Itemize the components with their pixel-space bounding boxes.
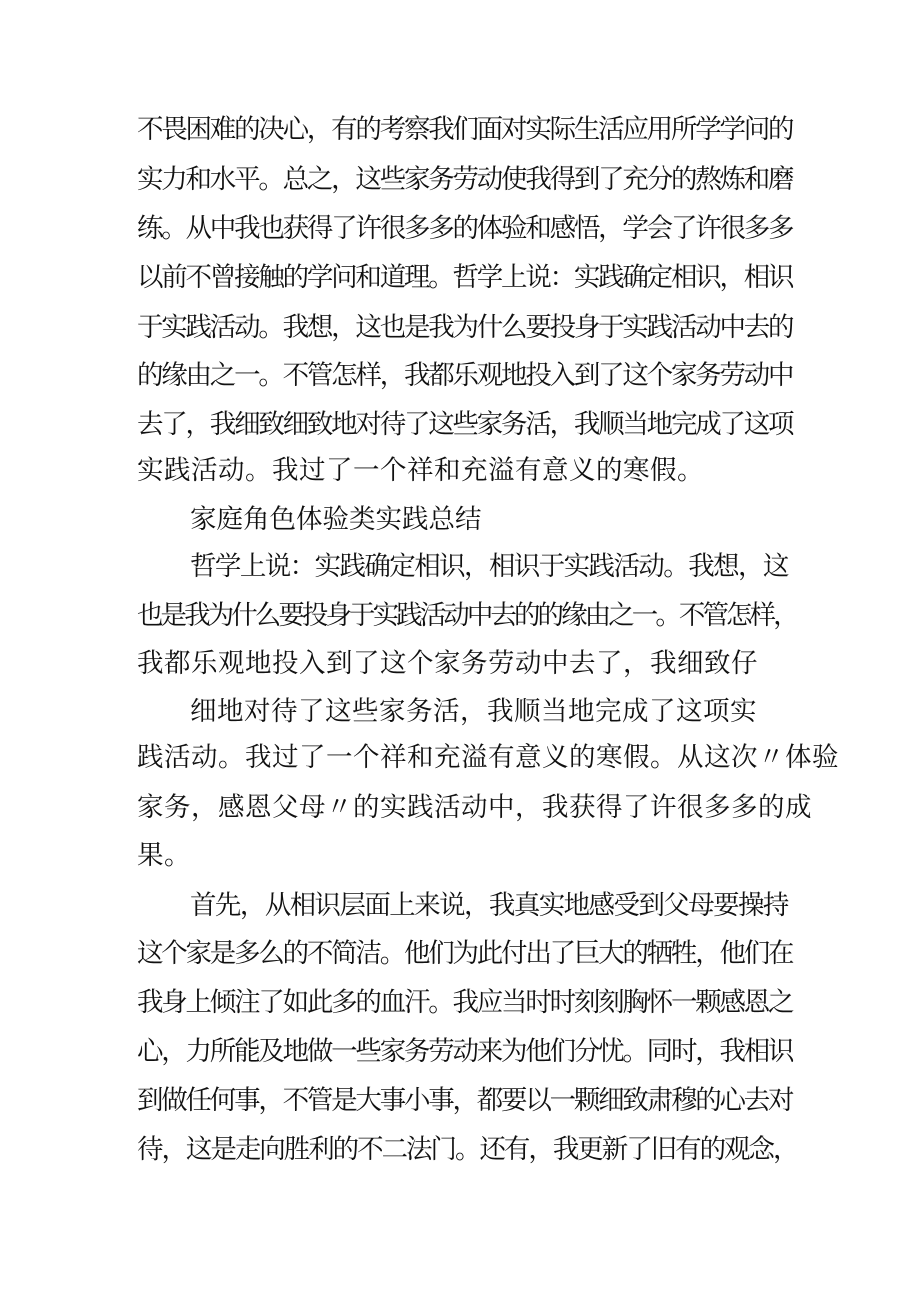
text-line: 也是我为什么要投身于实践活动中去的的缘由之一。不管怎样， <box>137 600 797 631</box>
text-line: 待，这是走向胜利的不二法门。还有，我更新了旧有的观念， <box>137 1134 798 1165</box>
text-line: 到做任何事，不管是大事小事，都要以一颗细致肃穆的心去对 <box>137 1085 793 1116</box>
text-line: 以前不曾接触的学问和道理。哲学上说：实践确定相识，相识 <box>137 262 793 293</box>
text-line: 首先，从相识层面上来说，我真实地感受到父母要操持 <box>190 890 788 921</box>
text-line: 实力和水平。总之，这些家务劳动使我得到了充分的熬炼和磨 <box>137 164 793 195</box>
text-line: 家务，感恩父母〃的实践活动中，我获得了许很多多的成 <box>137 792 812 823</box>
text-line: 果。 <box>137 840 191 871</box>
text-line: 去了，我细致细致地对待了这些家务活，我顺当地完成了这项 <box>137 409 793 440</box>
text-line: 我身上倾注了如此多的血汗。我应当时时刻刻胸怀一颗感恩之 <box>137 987 793 1018</box>
text-line: 不畏困难的决心，有的考察我们面对实际生活应用所学学问的 <box>137 114 793 145</box>
text-line: 于实践活动。我想，这也是我为什么要投身于实践活动中去的 <box>137 312 793 343</box>
section-heading: 家庭角色体验类实践总结 <box>190 504 482 535</box>
text-line: 练。从中我也获得了许很多多的体验和感悟，学会了许很多多 <box>137 213 793 244</box>
text-line: 我都乐观地投入到了这个家务劳动中去了，我细致仔 <box>137 648 758 679</box>
text-line: 这个家是多么的不简洁。他们为此付出了巨大的牺牲，他们在 <box>137 938 793 969</box>
text-line: 心，力所能及地做一些家务劳动来为他们分忧。同时，我相识 <box>137 1036 793 1067</box>
text-line: 细地对待了这些家务活，我顺当地完成了这项实 <box>190 696 757 727</box>
text-line: 的缘由之一。不管怎样，我都乐观地投入到了这个家务劳动中 <box>137 360 793 391</box>
text-line: 实践活动。我过了一个祥和充溢有意义的寒假。 <box>137 455 704 486</box>
text-line: 践活动。我过了一个祥和充溢有意义的寒假。从这次〃体验 <box>137 742 839 773</box>
text-line: 哲学上说：实践确定相识，相识于实践活动。我想，这 <box>190 551 788 582</box>
